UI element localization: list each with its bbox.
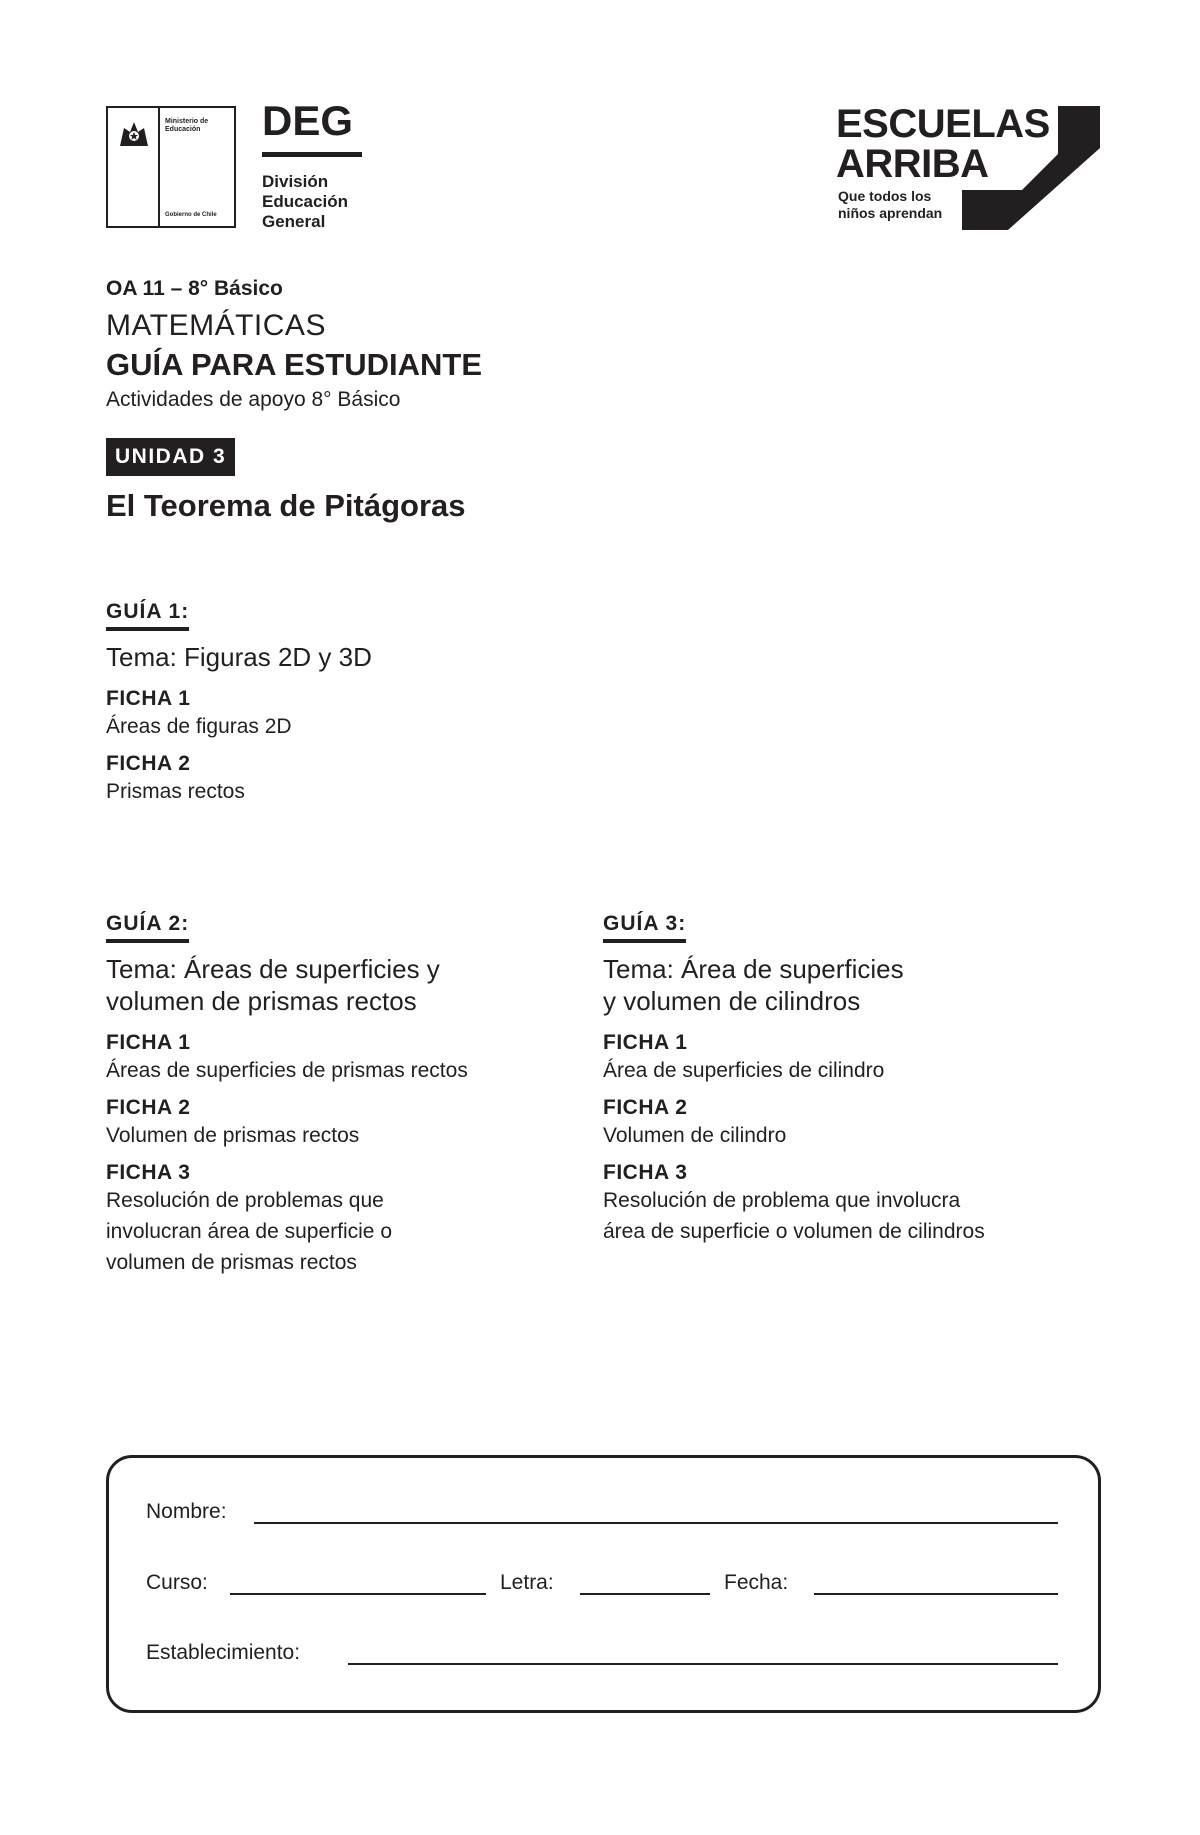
unit-badge: UNIDAD 3 — [106, 438, 235, 476]
establecimiento-field[interactable] — [348, 1663, 1058, 1665]
chile-crest-icon — [116, 116, 152, 150]
ficha-description: Resolución de problemas que — [106, 1189, 384, 1212]
subject-title: MATEMÁTICAS — [106, 309, 326, 342]
logo-divider — [158, 108, 160, 226]
escuelas-arriba-tagline — [838, 188, 942, 222]
ficha-description: Áreas de figuras 2D — [106, 715, 292, 738]
curso-field[interactable] — [230, 1593, 486, 1595]
guide-label: GUÍA 1: — [106, 600, 189, 631]
ficha-list — [603, 1031, 1103, 1247]
ficha-heading: FICHA 1 — [106, 1031, 191, 1054]
ea-tagline-line: Que todos los — [838, 188, 932, 204]
guide-label: GUÍA 3: — [603, 912, 686, 943]
guide-tema — [106, 953, 586, 1017]
curso-label: Curso: — [146, 1571, 208, 1594]
guide-title: GUÍA PARA ESTUDIANTE — [106, 347, 483, 382]
deg-logo-rule — [262, 152, 362, 157]
ficha-description: Volumen de prismas rectos — [106, 1124, 360, 1147]
tema-line: volumen de prismas rectos — [106, 986, 417, 1016]
ficha-description: volumen de prismas rectos — [106, 1251, 357, 1274]
unit-title: El Teorema de Pitágoras — [106, 488, 466, 523]
ficha-description: Áreas de superficies de prismas rectos — [106, 1059, 468, 1082]
tema-line: Tema: Áreas de superficies y — [106, 954, 440, 984]
ministerio-name: Ministerio de Educación — [165, 118, 209, 133]
ficha-heading: FICHA 2 — [106, 752, 191, 775]
ficha-description: Resolución de problema que involucra — [603, 1189, 961, 1212]
ficha-heading: FICHA 1 — [603, 1031, 688, 1054]
deg-logo-subtitle — [262, 172, 348, 232]
gobierno-name: Gobierno de Chile — [165, 212, 217, 218]
nombre-label: Nombre: — [146, 1500, 227, 1523]
ficha-heading: FICHA 2 — [603, 1096, 688, 1119]
guide-subtitle: Actividades de apoyo 8° Básico — [106, 388, 401, 411]
ficha-description: Prismas rectos — [106, 780, 245, 803]
ficha-heading: FICHA 1 — [106, 687, 191, 710]
tema-line: y volumen de cilindros — [603, 986, 861, 1016]
ficha-heading: FICHA 3 — [603, 1161, 688, 1184]
learning-objective: OA 11 – 8° Básico — [106, 277, 283, 300]
ficha-description: Área de superficies de cilindro — [603, 1059, 885, 1082]
ministerio-logo — [106, 106, 236, 228]
tema-line: Tema: Figuras 2D y 3D — [106, 642, 372, 672]
guide-1-block — [106, 600, 586, 807]
ea-title-line: ARRIBA — [836, 142, 989, 186]
student-info-form — [106, 1455, 1101, 1713]
fecha-field[interactable] — [814, 1593, 1058, 1595]
guide-label: GUÍA 2: — [106, 912, 189, 943]
guide-3-block — [603, 912, 1103, 1247]
ficha-description: involucran área de superficie o — [106, 1220, 393, 1243]
ficha-heading: FICHA 2 — [106, 1096, 191, 1119]
ficha-heading: FICHA 3 — [106, 1161, 191, 1184]
deg-sub-line: División — [262, 172, 329, 191]
ficha-list — [106, 687, 586, 807]
ea-title-line: ESCUELAS — [836, 102, 1050, 146]
guide-tema — [603, 953, 1103, 1017]
letra-label: Letra: — [500, 1571, 554, 1594]
deg-sub-line: General — [262, 212, 326, 231]
ficha-description: Volumen de cilindro — [603, 1124, 787, 1147]
guide-tema — [106, 641, 586, 673]
ficha-list — [106, 1031, 586, 1278]
deg-sub-line: Educación — [262, 192, 348, 211]
ficha-description: área de superficie o volumen de cilindros — [603, 1220, 985, 1243]
tema-line: Tema: Área de superficies — [603, 954, 904, 984]
letra-field[interactable] — [580, 1593, 710, 1595]
deg-logo-title: DEG — [262, 97, 354, 144]
ea-tagline-line: niños aprendan — [838, 205, 943, 221]
establecimiento-label: Establecimiento: — [146, 1641, 301, 1664]
fecha-label: Fecha: — [724, 1571, 789, 1594]
guide-2-block — [106, 912, 586, 1278]
nombre-field[interactable] — [254, 1522, 1058, 1524]
escuelas-arriba-title — [836, 104, 1050, 184]
